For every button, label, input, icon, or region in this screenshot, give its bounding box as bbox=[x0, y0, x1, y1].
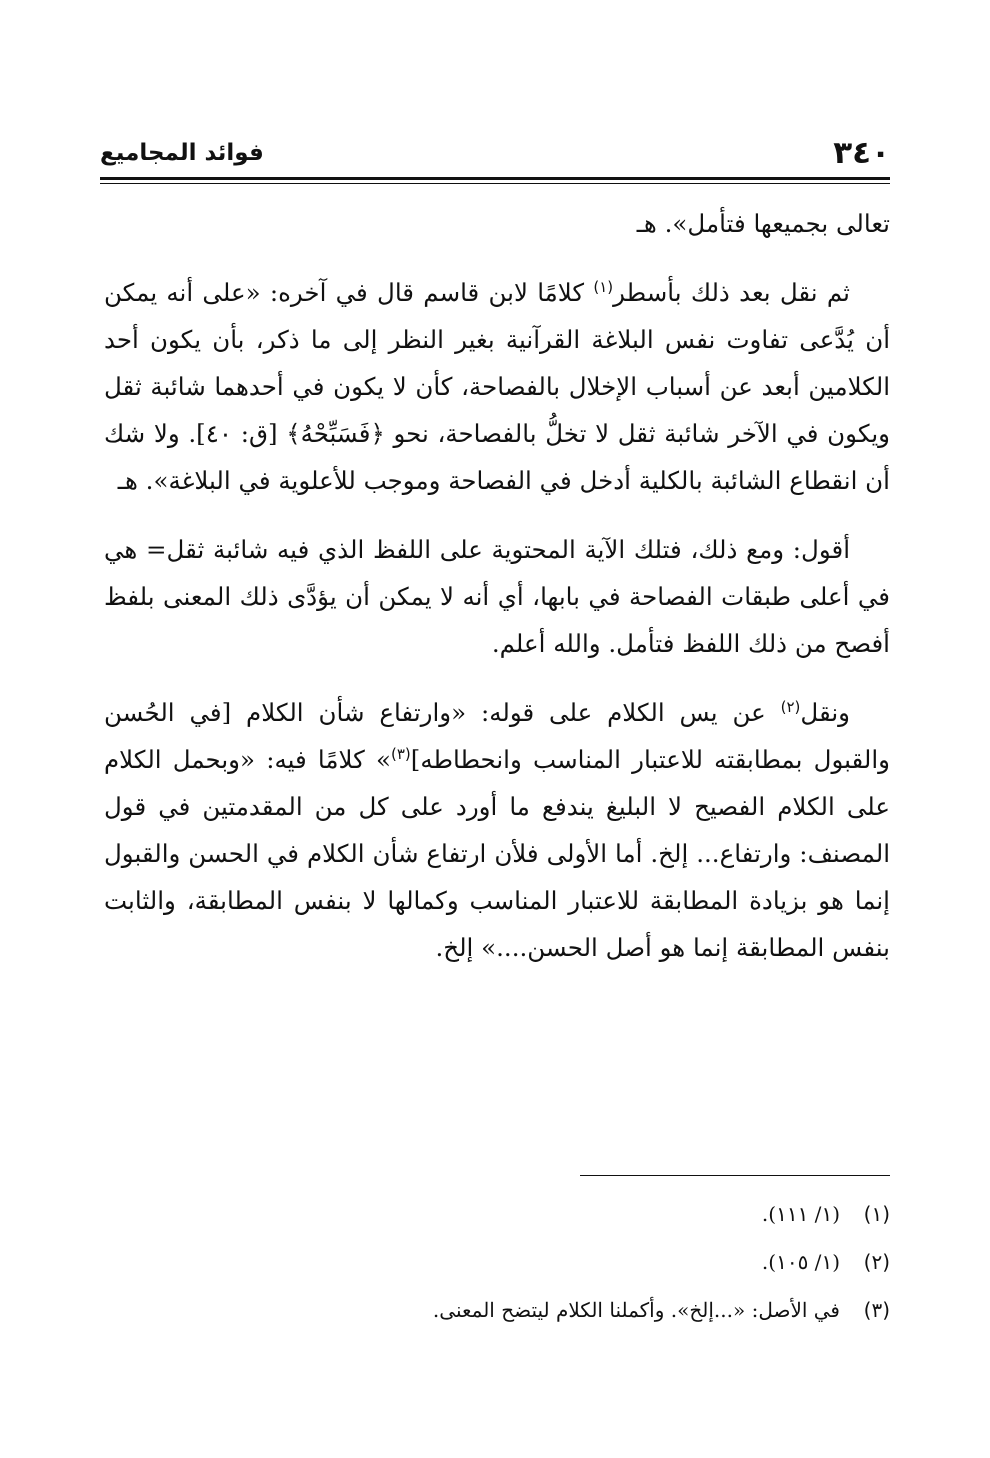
footnote-reference-2[interactable]: (٢) bbox=[780, 697, 801, 716]
footnote-text: (١/ ١٠٥). bbox=[761, 1250, 840, 1274]
page-number: ٣٤٠ bbox=[833, 135, 890, 171]
book-title: فوائد المجاميع bbox=[100, 140, 264, 166]
header-rule bbox=[100, 177, 890, 184]
footnote-item bbox=[104, 1286, 890, 1334]
paragraph-text: ونقل bbox=[800, 698, 850, 727]
footnote-number: (١) bbox=[863, 1202, 890, 1226]
footnote-text: في الأصل: «...إلخ». وأكملنا الكلام ليتضح المعنى. bbox=[432, 1298, 840, 1322]
footnote-reference-1[interactable]: (١) bbox=[593, 277, 614, 296]
footnote-number: (٣) bbox=[863, 1298, 890, 1322]
paragraph-quote-ibn-qasim bbox=[104, 269, 890, 504]
main-text bbox=[104, 200, 890, 971]
footnote-number: (٢) bbox=[863, 1250, 890, 1274]
paragraph-comment: أقول: ومع ذلك، فتلك الآية المحتوية على اللفظ الذي فيه شائبة ثقل= هي في أعلى طبقات الفصاحة في بابها، أي أنه لا يمكن أن يؤدَّى ذلك المعنى بلفظ أفصح من ذلك اللفظ فتأمل. والله أعلم. bbox=[104, 535, 890, 658]
footnote-text: (١/ ١١١). bbox=[761, 1202, 840, 1226]
paragraph-text: ثم نقل بعد ذلك بأسطر bbox=[613, 278, 850, 307]
footnote-separator bbox=[580, 1175, 890, 1176]
paragraph-text: كلامًا لابن قاسم قال في آخره: «على أنه يمكن أن يُدَّعى تفاوت نفس البلاغة القرآنية بغير النظر إلى ما ذكر، بأن يكون أحد الكلامين أبعد عن أسباب الإخلال بالفصاحة، كأن لا يكون في أحدهما شائبة ثقل ويكون في الآخر شائبة ثقل لا تخلُّ بالفصاحة، نحو ﴿فَسَبِّحْهُ﴾ [ق: ٤٠]. ولا شك أن انقطاع الشائبة بالكلية أدخل في الفصاحة وموجب للأعلوية في البلاغة». هـ bbox=[104, 278, 890, 495]
running-header bbox=[100, 130, 890, 176]
footnote-item bbox=[104, 1238, 890, 1286]
paragraph-quote-yasin bbox=[104, 689, 890, 971]
footnote-reference-3[interactable]: (٣) bbox=[391, 744, 411, 763]
paragraph-text: عن يس الكلام على قوله: «وارتفاع شأن الكلام [في الحُسن والقبول بمطابقته للاعتبار المناسب وانحطاطه] bbox=[104, 698, 890, 774]
paragraph-continuation: تعالى بجميعها فتأمل». هـ bbox=[636, 209, 890, 238]
footnotes bbox=[104, 1190, 890, 1334]
paragraph-text: » كلامًا فيه: «وبحمل الكلام على الكلام الفصيح لا البليغ يندفع ما أورد على كل من المقدمتين في قول المصنف: وارتفاع... إلخ. أما الأولى فلأن ارتفاع شأن الكلام في الحسن والقبول إنما هو بزيادة المطابقة للاعتبار المناسب وكمالها لا بنفس المطابقة، والثابت بنفس المطابقة إنما هو أصل الحسن....» إلخ. bbox=[104, 745, 890, 962]
footnote-item bbox=[104, 1190, 890, 1238]
